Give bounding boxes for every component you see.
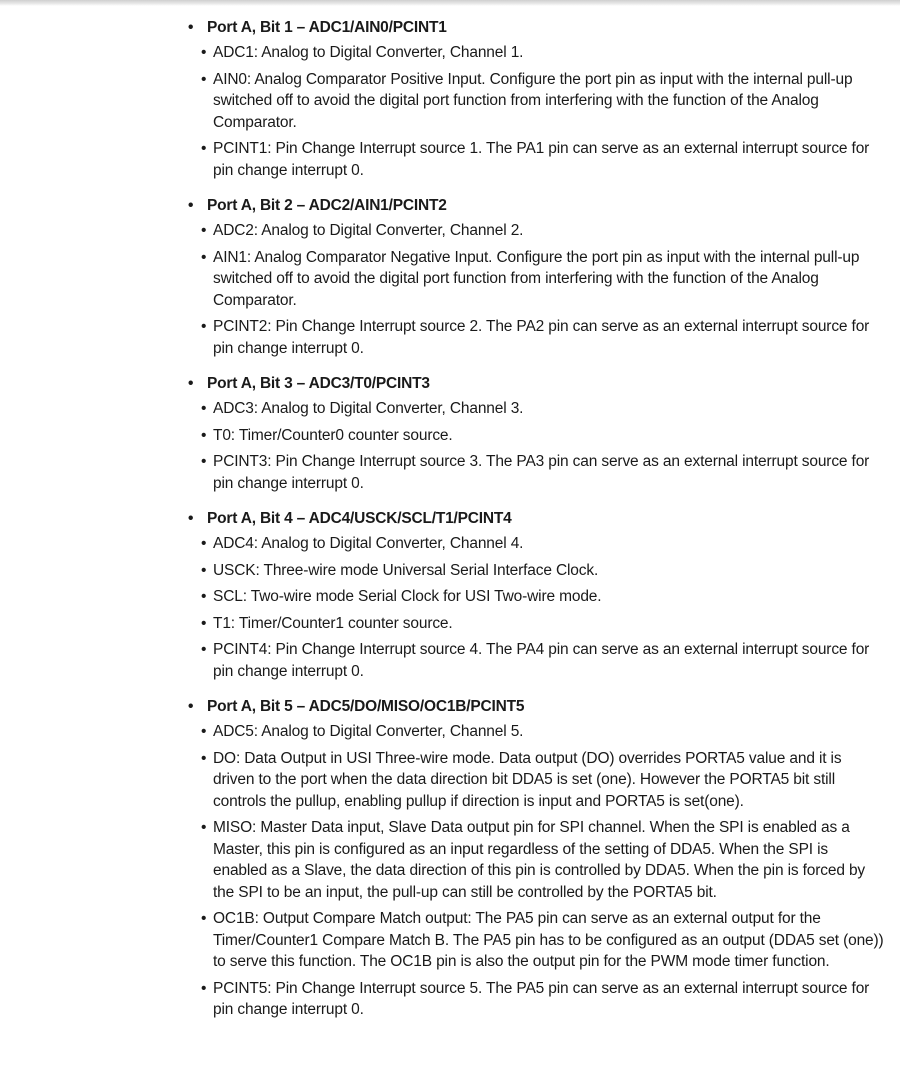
list-item	[186, 817, 886, 903]
list-item	[186, 451, 886, 494]
section-heading	[186, 17, 886, 39]
item-text: SCL: Two-wire mode Serial Clock for USI Two-wire mode.	[213, 588, 602, 605]
list-item	[186, 42, 886, 64]
bullet-icon: •	[201, 248, 207, 266]
list-item	[186, 721, 886, 743]
item-text: PCINT1: Pin Change Interrupt source 1. The PA1 pin can serve as an external interrupt source for pin change interrupt 0.	[213, 140, 870, 179]
list-item	[186, 586, 886, 608]
heading-text: Port A, Bit 1 – ADC1/AIN0/PCINT1	[207, 19, 447, 36]
section-heading	[186, 508, 886, 530]
item-text: PCINT3: Pin Change Interrupt source 3. The PA3 pin can serve as an external interrupt source for pin change interrupt 0.	[213, 453, 870, 492]
list-item	[186, 978, 886, 1021]
section-port-a-bit-2	[186, 195, 886, 359]
bullet-icon: •	[188, 510, 194, 527]
list-item	[186, 316, 886, 359]
list-item	[186, 138, 886, 181]
heading-text: Port A, Bit 2 – ADC2/AIN1/PCINT2	[207, 197, 447, 214]
item-text: T0: Timer/Counter0 counter source.	[213, 426, 453, 444]
list-item	[186, 398, 886, 420]
item-text: USCK: Three-wire mode Universal Serial Interface Clock.	[213, 561, 599, 579]
list-item	[186, 908, 886, 973]
bullet-icon: •	[201, 222, 207, 239]
item-text: ADC4: Analog to Digital Converter, Channel 4.	[213, 535, 524, 552]
item-text: T1: Timer/Counter1 counter source.	[213, 614, 453, 632]
section-port-a-bit-3	[186, 373, 886, 494]
heading-text: Port A, Bit 5 – ADC5/DO/MISO/OC1B/PCINT5	[207, 698, 525, 715]
bullet-icon: •	[201, 749, 207, 767]
bullet-icon: •	[201, 819, 207, 836]
list-item	[186, 220, 886, 242]
item-text: AIN1: Analog Comparator Negative Input. Configure the port pin as input with the internal pull-up switched off to avoid the digital port function from interfering with the function of the Analog Comparator.	[213, 248, 860, 309]
bullet-icon: •	[201, 535, 207, 552]
item-text: MISO: Master Data input, Slave Data output pin for SPI channel. When the SPI is enabled as a Master, this pin is configured as an input regardless of the setting of DDA5. When the SPI is enabled as a Slave, the data direction of this pin is controlled by DDA5. When the pin is forced by the SPI to be an input, the pull-up can still be controlled by the PORTA5 bit.	[213, 819, 866, 901]
bullet-icon: •	[201, 70, 207, 88]
section-port-a-bit-5	[186, 696, 886, 1021]
section-port-a-bit-1	[186, 17, 886, 181]
list-item	[186, 247, 886, 312]
bullet-icon: •	[201, 614, 207, 632]
bullet-icon: •	[201, 641, 207, 658]
section-heading	[186, 373, 886, 395]
bullet-icon: •	[201, 453, 207, 470]
item-text: ADC2: Analog to Digital Converter, Channel 2.	[213, 222, 524, 239]
list-item	[186, 69, 886, 134]
item-text: ADC1: Analog to Digital Converter, Channel 1.	[213, 44, 524, 61]
list-item	[186, 560, 886, 582]
top-shadow-divider	[0, 0, 900, 6]
bullet-icon: •	[201, 140, 207, 157]
item-text: ADC5: Analog to Digital Converter, Channel 5.	[213, 723, 524, 740]
section-heading	[186, 696, 886, 718]
list-item	[186, 613, 886, 635]
list-item	[186, 533, 886, 555]
list-item	[186, 748, 886, 813]
heading-text: Port A, Bit 3 – ADC3/T0/PCINT3	[207, 375, 430, 392]
bullet-icon: •	[201, 400, 207, 417]
item-text: PCINT4: Pin Change Interrupt source 4. The PA4 pin can serve as an external interrupt source for pin change interrupt 0.	[213, 641, 870, 680]
bullet-icon: •	[188, 698, 194, 715]
heading-text: Port A, Bit 4 – ADC4/USCK/SCL/T1/PCINT4	[207, 510, 512, 527]
bullet-icon: •	[201, 561, 207, 579]
item-text: ADC3: Analog to Digital Converter, Channel 3.	[213, 400, 524, 417]
item-text: PCINT2: Pin Change Interrupt source 2. The PA2 pin can serve as an external interrupt source for pin change interrupt 0.	[213, 318, 870, 357]
bullet-icon: •	[188, 197, 194, 214]
bullet-icon: •	[188, 19, 194, 36]
item-text: OC1B: Output Compare Match output: The PA5 pin can serve as an external output for the Timer/Counter1 Compare Match B. The PA5 pin has to be configured as an output (DDA5 set (one)) to serve this function. The OC1B pin is also the output pin for the PWM mode timer function.	[213, 910, 884, 970]
bullet-icon: •	[201, 979, 207, 997]
item-text: DO: Data Output in USI Three-wire mode. Data output (DO) overrides PORTA5 value and it is driven to the port when the data direction bit DDA5 is set (one). However the PORTA5 bit still controls the pullup, enabling pullup if direction is input and PORTA5 is set(one).	[213, 749, 842, 810]
bullet-icon: •	[201, 910, 207, 927]
item-text: PCINT5: Pin Change Interrupt source 5. The PA5 pin can serve as an external interrupt source for pin change interrupt 0.	[213, 979, 870, 1018]
bullet-icon: •	[201, 318, 207, 335]
section-port-a-bit-4	[186, 508, 886, 682]
bullet-icon: •	[201, 723, 207, 740]
item-text: AIN0: Analog Comparator Positive Input. Configure the port pin as input with the internal pull-up switched off to avoid the digital port function from interfering with the function of the Analog Comparator.	[213, 70, 853, 131]
section-heading	[186, 195, 886, 217]
document-body	[186, 17, 886, 1035]
bullet-icon: •	[201, 588, 207, 605]
bullet-icon: •	[188, 375, 194, 392]
bullet-icon: •	[201, 426, 207, 444]
list-item	[186, 425, 886, 447]
list-item	[186, 639, 886, 682]
bullet-icon: •	[201, 44, 207, 61]
